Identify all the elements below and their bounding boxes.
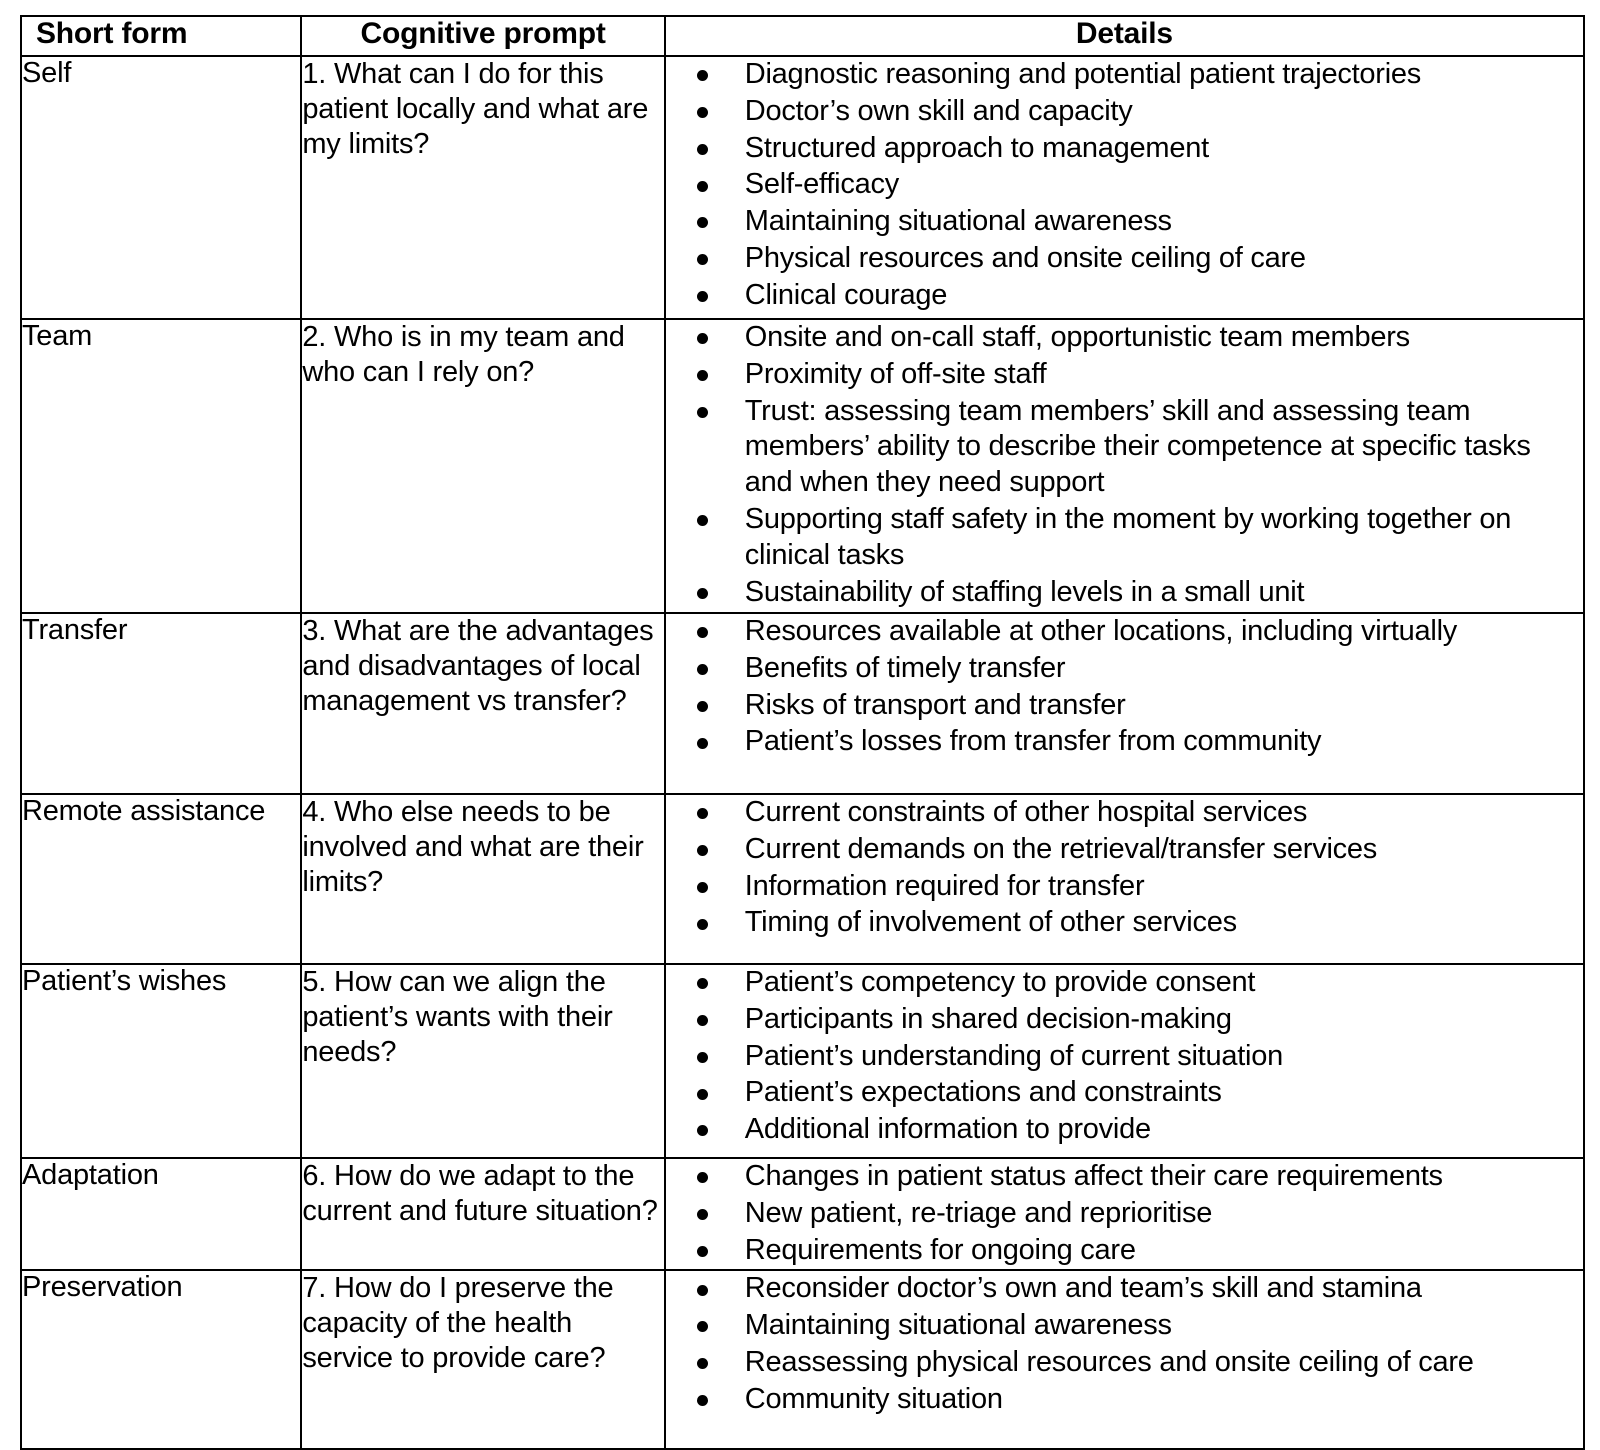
detail-item xyxy=(666,724,1583,760)
bullet-icon xyxy=(697,978,708,989)
cell-details xyxy=(665,613,1584,794)
detail-item xyxy=(666,688,1583,724)
detail-item xyxy=(666,1196,1583,1232)
table-body xyxy=(21,56,1584,1449)
cell-cognitive-prompt: 5. How can we align the patient’s wants with their needs? xyxy=(301,964,664,1158)
detail-item-label: New patient, re-triage and reprioritise xyxy=(744,1196,1213,1229)
bullet-icon xyxy=(697,291,708,302)
detail-item xyxy=(666,357,1583,393)
detail-item xyxy=(666,832,1583,868)
header-row xyxy=(21,16,1584,56)
column-header-details: Details xyxy=(665,16,1584,56)
bullet-icon xyxy=(697,1125,708,1136)
detail-item-label: Resources available at other locations, including virtually xyxy=(744,615,1458,647)
bullet-icon xyxy=(697,664,708,675)
detail-item-label: Additional information to provide xyxy=(744,1113,1151,1146)
cell-short-form: Team xyxy=(21,319,301,613)
detail-item-label: Doctor’s own skill and capacity xyxy=(744,94,1133,127)
table-row xyxy=(21,794,1584,964)
detail-item-label: Onsite and on-call staff, opportunistic team members xyxy=(744,321,1410,353)
detail-item-label: Changes in patient status affect their care requirements xyxy=(744,1160,1443,1192)
detail-item xyxy=(666,1382,1583,1418)
cognitive-prompts-table xyxy=(20,15,1585,1450)
detail-item-label: Maintaining situational awareness xyxy=(744,1309,1172,1342)
cell-cognitive-prompt: 7. How do I preserve the capacity of the health service to provide care? xyxy=(301,1270,664,1449)
details-list xyxy=(666,795,1583,941)
cell-short-form: Transfer xyxy=(21,613,301,794)
detail-item-label: Self-efficacy xyxy=(744,168,899,201)
details-list xyxy=(666,1271,1583,1417)
bullet-icon xyxy=(697,701,708,712)
column-header-short-form: Short form xyxy=(21,16,301,56)
detail-item-label: Patient’s understanding of current situation xyxy=(744,1039,1283,1072)
detail-item xyxy=(666,320,1583,356)
bullet-icon xyxy=(697,407,708,418)
detail-item-label: Structured approach to management xyxy=(744,131,1209,164)
cell-cognitive-prompt: 1. What can I do for this patient locally and what are my limits? xyxy=(301,56,664,319)
detail-item xyxy=(666,1271,1583,1307)
cell-details xyxy=(665,56,1584,319)
detail-item-label: Patient’s competency to provide consent xyxy=(744,966,1256,998)
table-row xyxy=(21,56,1584,319)
bullet-icon xyxy=(697,627,708,638)
bullet-icon xyxy=(697,738,708,749)
table-row xyxy=(21,1158,1584,1270)
detail-item xyxy=(666,1233,1583,1269)
bullet-icon xyxy=(697,1395,708,1406)
cell-cognitive-prompt: 3. What are the advantages and disadvantages of local management vs transfer? xyxy=(301,613,664,794)
detail-item xyxy=(666,905,1583,941)
bullet-icon xyxy=(697,1172,708,1183)
detail-item-label: Patient’s losses from transfer from community xyxy=(744,725,1322,758)
detail-item xyxy=(666,278,1583,314)
table-row xyxy=(21,964,1584,1158)
cell-cognitive-prompt: 2. Who is in my team and who can I rely on? xyxy=(301,319,664,613)
cell-cognitive-prompt: 6. How do we adapt to the current and future situation? xyxy=(301,1158,664,1270)
bullet-icon xyxy=(697,1209,708,1220)
bullet-icon xyxy=(697,107,708,118)
detail-item-label: Participants in shared decision-making xyxy=(744,1002,1232,1035)
cell-short-form: Self xyxy=(21,56,301,319)
detail-item xyxy=(666,651,1583,687)
detail-item-label: Maintaining situational awareness xyxy=(744,205,1172,238)
detail-item-label: Reconsider doctor’s own and team’s skill and stamina xyxy=(744,1272,1422,1305)
detail-item-label: Current constraints of other hospital services xyxy=(744,796,1308,828)
bullet-icon xyxy=(697,333,708,344)
detail-item xyxy=(666,575,1583,611)
cell-details xyxy=(665,1158,1584,1270)
bullet-icon xyxy=(697,1015,708,1026)
detail-item xyxy=(666,241,1583,277)
detail-item xyxy=(666,965,1583,1001)
detail-item-label: Information required for transfer xyxy=(744,869,1145,902)
detail-item xyxy=(666,1112,1583,1148)
detail-item xyxy=(666,795,1583,831)
detail-item xyxy=(666,502,1583,574)
detail-item-label: Current demands on the retrieval/transfer services xyxy=(744,832,1378,865)
bullet-icon xyxy=(697,217,708,228)
detail-item-label: Patient’s expectations and constraints xyxy=(744,1076,1222,1109)
detail-item-label: Proximity of off-site staff xyxy=(744,357,1047,390)
bullet-icon xyxy=(697,808,708,819)
table-row xyxy=(21,1270,1584,1449)
cell-details xyxy=(665,1270,1584,1449)
cell-short-form: Remote assistance xyxy=(21,794,301,964)
details-list xyxy=(666,320,1583,611)
details-list xyxy=(666,1159,1583,1268)
column-header-cognitive-prompt: Cognitive prompt xyxy=(301,16,664,56)
detail-item-label: Sustainability of staffing levels in a small unit xyxy=(744,575,1305,608)
bullet-icon xyxy=(697,1358,708,1369)
bullet-icon xyxy=(697,70,708,81)
cell-cognitive-prompt: 4. Who else needs to be involved and what are their limits? xyxy=(301,794,664,964)
bullet-icon xyxy=(697,1052,708,1063)
detail-item-label: Reassessing physical resources and onsite ceiling of care xyxy=(744,1346,1474,1379)
detail-item xyxy=(666,94,1583,130)
detail-item xyxy=(666,869,1583,905)
detail-item-label: Timing of involvement of other services xyxy=(744,906,1237,939)
bullet-icon xyxy=(697,181,708,192)
bullet-icon xyxy=(697,882,708,893)
bullet-icon xyxy=(697,515,708,526)
bullet-icon xyxy=(697,1285,708,1296)
table-row xyxy=(21,613,1584,794)
detail-item-label: Physical resources and onsite ceiling of care xyxy=(744,242,1306,275)
details-list xyxy=(666,57,1583,314)
cell-details xyxy=(665,964,1584,1158)
cell-short-form: Preservation xyxy=(21,1270,301,1449)
details-list xyxy=(666,614,1583,760)
detail-item xyxy=(666,131,1583,167)
cell-short-form: Adaptation xyxy=(21,1158,301,1270)
table-row xyxy=(21,319,1584,613)
detail-item xyxy=(666,1075,1583,1111)
detail-item-label: Requirements for ongoing care xyxy=(744,1233,1136,1266)
table-header xyxy=(21,16,1584,56)
cell-details xyxy=(665,794,1584,964)
bullet-icon xyxy=(697,919,708,930)
detail-item xyxy=(666,57,1583,93)
bullet-icon xyxy=(697,1246,708,1257)
bullet-icon xyxy=(697,1321,708,1332)
detail-item xyxy=(666,394,1583,501)
detail-item-label: Benefits of timely transfer xyxy=(744,651,1066,684)
detail-item xyxy=(666,1002,1583,1038)
cell-details xyxy=(665,319,1584,613)
detail-item-label: Clinical courage xyxy=(744,278,948,311)
detail-item xyxy=(666,1159,1583,1195)
detail-item xyxy=(666,167,1583,203)
details-list xyxy=(666,965,1583,1148)
bullet-icon xyxy=(697,144,708,155)
bullet-icon xyxy=(697,588,708,599)
detail-item-label: Risks of transport and transfer xyxy=(744,688,1126,721)
bullet-icon xyxy=(697,1089,708,1100)
detail-item-label: Supporting staff safety in the moment by working together on clinical tasks xyxy=(744,503,1512,571)
detail-item xyxy=(666,1308,1583,1344)
cell-short-form: Patient’s wishes xyxy=(21,964,301,1158)
detail-item-label: Diagnostic reasoning and potential patient trajectories xyxy=(744,58,1422,90)
detail-item xyxy=(666,1039,1583,1075)
detail-item-label: Community situation xyxy=(744,1382,1003,1415)
detail-item-label: Trust: assessing team members’ skill and assessing team members’ ability to describe their competence at specific tasks and when they need support xyxy=(744,394,1531,499)
bullet-icon xyxy=(697,254,708,265)
detail-item xyxy=(666,614,1583,650)
detail-item xyxy=(666,204,1583,240)
detail-item xyxy=(666,1345,1583,1381)
bullet-icon xyxy=(697,370,708,381)
bullet-icon xyxy=(697,845,708,856)
